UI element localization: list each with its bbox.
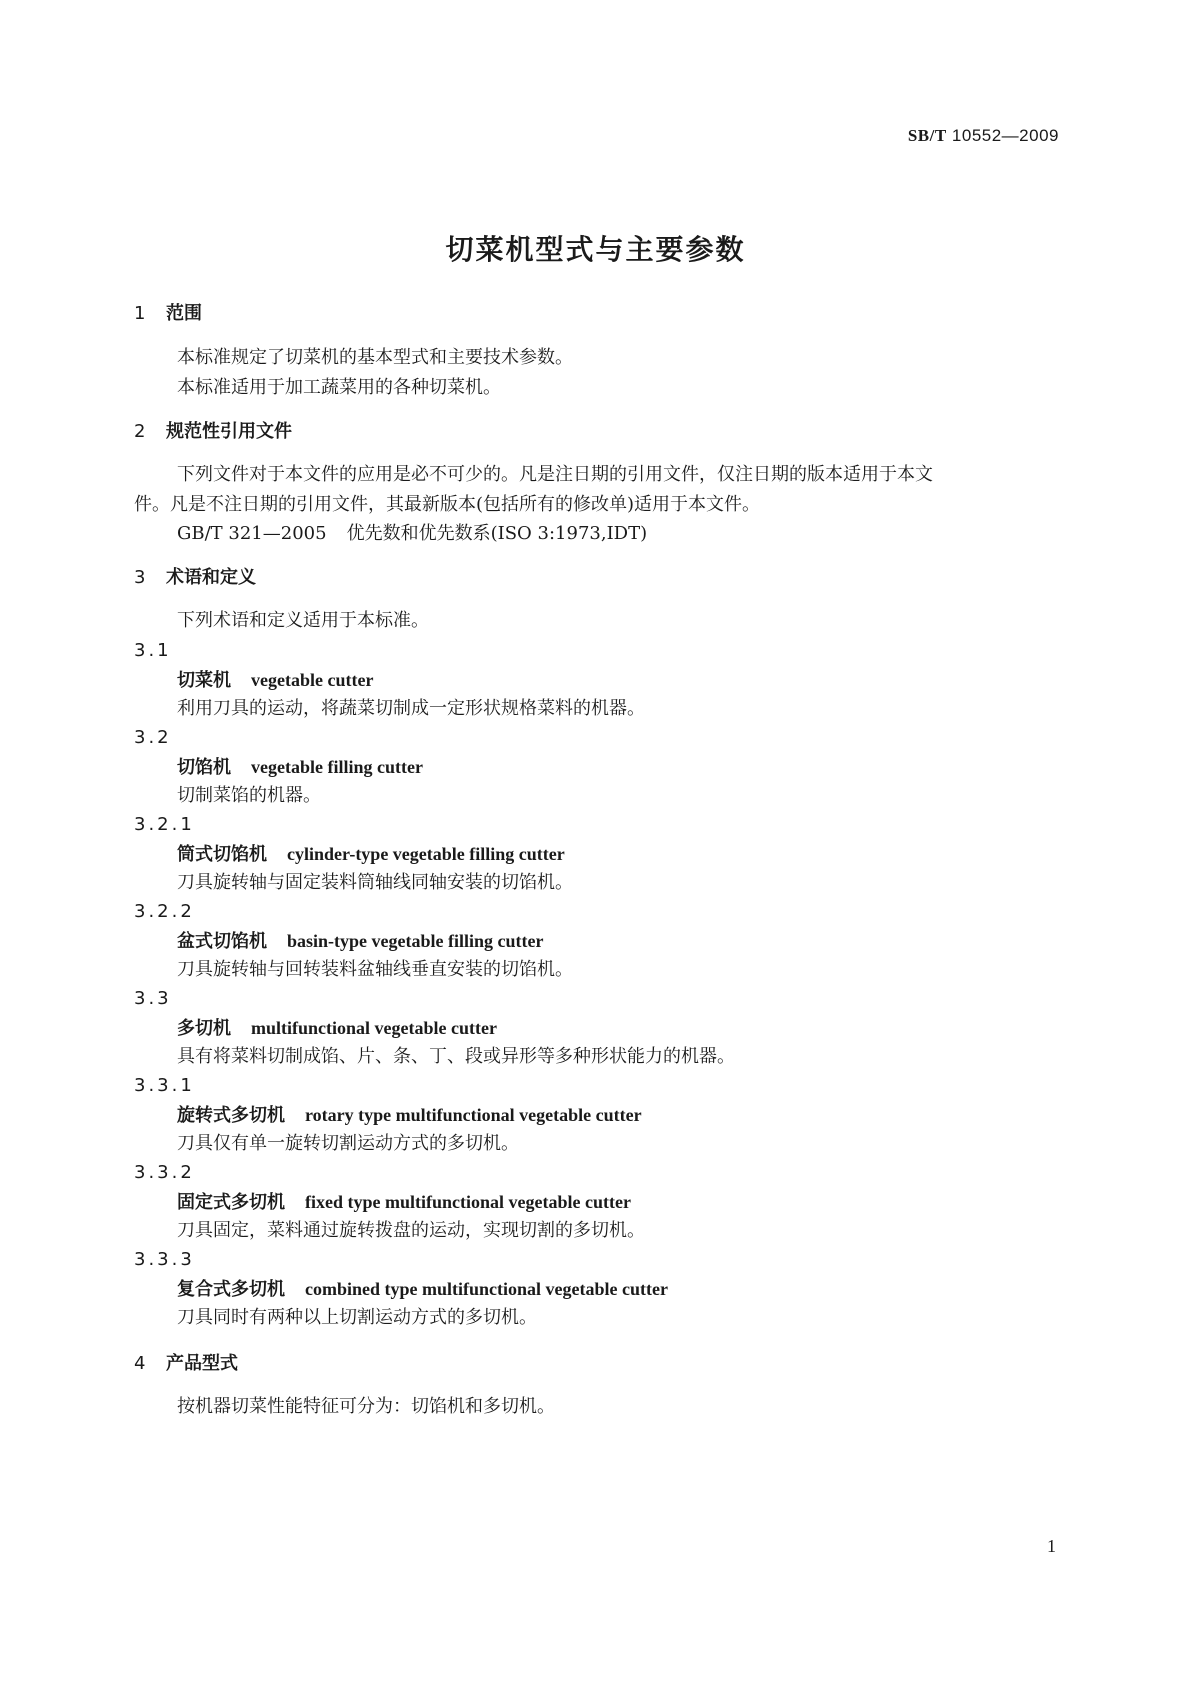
term-definition: 刀具旋转轴与固定装料筒轴线同轴安装的切馅机。 (177, 872, 573, 893)
section-1-paragraph-1: 本标准规定了切菜机的基本型式和主要技术参数。 (177, 347, 573, 368)
term-definition: 刀具仅有单一旋转切割运动方式的多切机。 (177, 1133, 519, 1154)
term-number: 3.3.2 (134, 1162, 195, 1183)
standard-code: SB/T 10552—2009 (907, 126, 1059, 145)
document-title: 切菜机型式与主要参数 (445, 233, 746, 266)
reference-title: 优先数和优先数系(ISO 3:1973,IDT) (346, 523, 648, 544)
section-2-heading: 2 规范性引用文件 (134, 421, 292, 442)
normative-reference (177, 522, 647, 546)
page-number: 1 (1047, 1536, 1056, 1556)
term-heading: 旋转式多切机 rotary type multifunctional vegetable cutter (177, 1105, 642, 1126)
term-heading: 复合式多切机 combined type multifunctional vegetable cutter (177, 1279, 668, 1300)
term-number: 3.2 (134, 727, 172, 748)
section-2-paragraph-line-1: 下列文件对于本文件的应用是必不可少的。凡是注日期的引用文件，仅注日期的版本适用于本文 (177, 464, 933, 485)
term-number: 3.3.3 (134, 1249, 195, 1270)
section-1-paragraph-2: 本标准适用于加工蔬菜用的各种切菜机。 (177, 377, 501, 398)
term-number: 3.3 (134, 988, 172, 1009)
section-4-paragraph: 按机器切菜性能特征可分为：切馅机和多切机。 (177, 1396, 555, 1417)
term-heading: 固定式多切机 fixed type multifunctional vegetable cutter (177, 1192, 631, 1213)
term-heading: 多切机 multifunctional vegetable cutter (177, 1018, 497, 1039)
term-heading: 筒式切馅机 cylinder-type vegetable filling cutter (177, 844, 565, 865)
term-definition: 刀具同时有两种以上切割运动方式的多切机。 (177, 1307, 537, 1328)
section-3-intro: 下列术语和定义适用于本标准。 (177, 610, 429, 631)
term-heading: 切菜机 vegetable cutter (177, 670, 374, 691)
term-heading: 盆式切馅机 basin-type vegetable filling cutter (177, 931, 544, 952)
section-2-paragraph-line-2: 件。凡是不注日期的引用文件，其最新版本(包括所有的修改单)适用于本文件。 (134, 494, 761, 515)
term-definition: 具有将菜料切制成馅、片、条、丁、段或异形等多种形状能力的机器。 (177, 1046, 735, 1067)
term-definition: 切制菜馅的机器。 (177, 785, 321, 806)
reference-code: GB/T 321—2005 (177, 523, 327, 544)
term-number: 3.2.2 (134, 901, 195, 922)
section-4-heading: 4 产品型式 (134, 1353, 238, 1374)
term-number: 3.3.1 (134, 1075, 195, 1096)
term-definition: 刀具旋转轴与回转装料盆轴线垂直安装的切馅机。 (177, 959, 573, 980)
term-heading: 切馅机 vegetable filling cutter (177, 757, 423, 778)
term-definition: 刀具固定，菜料通过旋转拨盘的运动，实现切割的多切机。 (177, 1220, 645, 1241)
section-3-heading: 3 术语和定义 (134, 567, 256, 588)
term-number: 3.1 (134, 640, 172, 661)
term-definition: 利用刀具的运动，将蔬菜切制成一定形状规格菜料的机器。 (177, 698, 645, 719)
term-number: 3.2.1 (134, 814, 195, 835)
section-1-heading: 1 范围 (134, 303, 202, 324)
